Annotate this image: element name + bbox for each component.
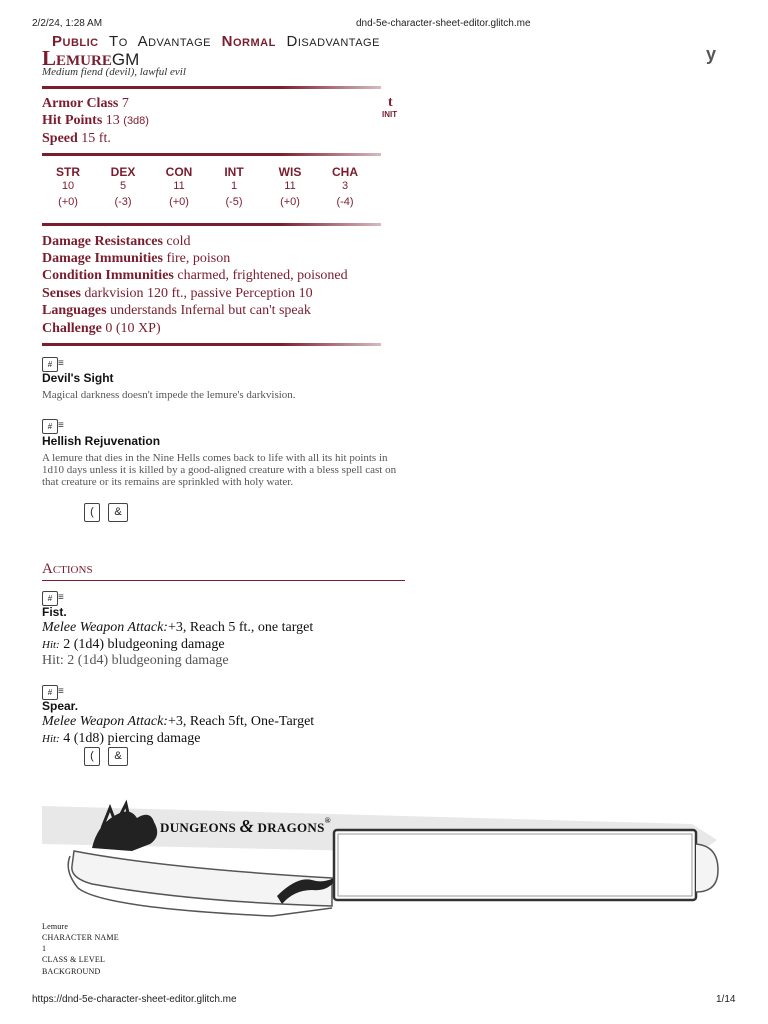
actions-title: Actions	[42, 561, 93, 577]
to-label: To	[109, 33, 128, 50]
feature-text[interactable]: A lemure that dies in the Nine Hells comes back to life with all its hit points in 1d10 days unless it is killed by a good-aligned creature with a bless spell cast on that creature or its remains are sprinkled with holy water.	[42, 452, 397, 488]
speed-row	[42, 130, 111, 147]
initiative-label[interactable]: INIT	[382, 110, 398, 119]
condition-immunities-row	[42, 267, 348, 284]
ability-name: INT	[224, 165, 244, 179]
print-page-number: 1/14	[716, 994, 736, 1005]
ability-score[interactable]: 10	[61, 180, 75, 192]
ability-modifier[interactable]: (+0)	[58, 196, 78, 208]
feature-name[interactable]: Devil's Sight	[42, 371, 114, 385]
divider	[42, 343, 381, 346]
senses-value[interactable]: darkvision 120 ft., passive Perception 10	[84, 286, 313, 301]
divider	[42, 86, 381, 89]
hit-dice[interactable]: (3d8)	[123, 115, 149, 127]
hit-points-label: Hit Points	[42, 113, 103, 128]
senses-row	[42, 285, 313, 302]
action-attack	[42, 713, 314, 730]
divider	[42, 223, 381, 226]
challenge-row	[42, 320, 161, 337]
attack-text[interactable]: +3, Reach 5 ft., one target	[167, 620, 314, 635]
drag-handle-icon[interactable]: ≡	[58, 358, 64, 369]
divider	[42, 153, 381, 156]
action-attack	[42, 619, 313, 636]
hash-icon[interactable]: #	[42, 685, 58, 700]
action-hit	[42, 730, 200, 748]
hash-icon[interactable]: #	[42, 357, 58, 372]
damage-resistances-value[interactable]: cold	[166, 234, 191, 249]
class-level-label: CLASS & LEVEL	[42, 955, 106, 964]
drag-handle-icon[interactable]: ≡	[58, 420, 64, 431]
speed-label: Speed	[42, 131, 78, 146]
ability-score[interactable]: 1	[230, 180, 238, 192]
feature-name[interactable]: Hellish Rejuvenation	[42, 434, 161, 448]
ability-str[interactable]	[43, 165, 93, 208]
logo-text-left: DUNGEONS	[160, 820, 237, 835]
gm-label[interactable]: GM	[111, 50, 140, 69]
character-name-value[interactable]: Lemure	[42, 922, 69, 931]
amp-button[interactable]: &	[108, 503, 128, 522]
background-label: BACKGROUND	[42, 967, 101, 976]
damage-immunities-row	[42, 250, 230, 267]
drag-handle-icon[interactable]: ≡	[58, 592, 64, 603]
ability-name: STR	[56, 165, 80, 179]
ability-modifier[interactable]: (-5)	[225, 196, 243, 208]
normal-option[interactable]: Normal	[221, 33, 276, 50]
disadvantage-option[interactable]: Disadvantage	[286, 33, 380, 50]
monster-name[interactable]: Lemure	[42, 46, 112, 70]
condition-immunities-label: Condition Immunities	[42, 268, 174, 283]
challenge-label: Challenge	[42, 321, 102, 336]
action-hit-plain[interactable]: Hit: 2 (1d4) bludgeoning damage	[42, 653, 229, 668]
ability-con[interactable]	[154, 165, 204, 208]
character-name-label: CHARACTER NAME	[42, 933, 119, 942]
hit-text[interactable]: 4 (1d8) piercing damage	[63, 731, 201, 746]
condition-immunities-value[interactable]: charmed, frightened, poisoned	[177, 268, 348, 283]
hit-points-row	[42, 112, 149, 130]
hash-icon[interactable]: #	[42, 591, 58, 606]
ability-dex[interactable]	[98, 165, 148, 208]
ability-name: DEX	[110, 165, 136, 179]
challenge-value[interactable]: 0 (10 XP)	[105, 321, 161, 336]
ability-name: CHA	[332, 165, 358, 179]
advantage-option[interactable]: Advantage	[137, 33, 211, 50]
banner-graphic	[42, 796, 732, 921]
menu-glyph-icon[interactable]: y	[706, 44, 717, 64]
armor-class-label: Armor Class	[42, 96, 119, 111]
damage-resistances-row	[42, 233, 191, 250]
attack-label: Melee Weapon Attack:	[42, 620, 168, 635]
visibility-toggle[interactable]: Public	[52, 33, 99, 50]
damage-immunities-value[interactable]: fire, poison	[166, 251, 231, 266]
hit-label: Hit:	[42, 639, 60, 651]
action-name[interactable]: Fist.	[42, 605, 67, 619]
hit-text[interactable]: 2 (1d4) bludgeoning damage	[63, 637, 225, 652]
ability-modifier[interactable]: (+0)	[169, 196, 189, 208]
dnd-logo	[160, 816, 331, 837]
amp-button[interactable]: &	[108, 747, 128, 766]
languages-row	[42, 302, 311, 319]
ability-score[interactable]: 11	[173, 180, 185, 192]
ability-modifier[interactable]: (+0)	[280, 196, 300, 208]
attack-text[interactable]: +3, Reach 5ft, One-Target	[167, 714, 315, 729]
initiative-icon[interactable]: t	[388, 95, 393, 110]
logo-registered: ®	[324, 816, 331, 825]
logo-ampersand: &	[239, 816, 254, 836]
print-url: https://dnd-5e-character-sheet-editor.glitch.me	[32, 994, 237, 1005]
feature-text[interactable]: Magical darkness doesn't impede the lemure's darkvision.	[42, 389, 296, 401]
armor-class-value[interactable]: 7	[121, 96, 129, 111]
monster-type: Medium fiend (devil), lawful evil	[42, 66, 186, 78]
senses-label: Senses	[42, 286, 81, 301]
ability-modifier[interactable]: (-4)	[336, 196, 354, 208]
print-datetime: 2/2/24, 1:28 AM	[32, 18, 103, 29]
ability-wis[interactable]	[265, 165, 315, 208]
hit-label: Hit:	[42, 733, 60, 745]
attack-label: Melee Weapon Attack:	[42, 714, 168, 729]
class-level-value[interactable]: 1	[42, 944, 47, 953]
ability-name: WIS	[278, 165, 302, 179]
armor-class-row	[42, 95, 129, 112]
ability-score[interactable]: 11	[284, 180, 296, 192]
print-site-title: dnd-5e-character-sheet-editor.glitch.me	[356, 18, 531, 29]
languages-value[interactable]: understands Infernal but can't speak	[110, 303, 311, 318]
paren-button[interactable]: (	[84, 503, 100, 522]
hash-icon[interactable]: #	[42, 419, 58, 434]
actions-divider	[42, 580, 405, 581]
ability-modifier[interactable]: (-3)	[114, 196, 132, 208]
character-sheet-banner	[42, 796, 732, 921]
ability-score[interactable]: 3	[341, 180, 349, 192]
action-name[interactable]: Spear.	[42, 699, 79, 713]
logo-text-right: DRAGONS	[257, 820, 325, 835]
damage-resistances-label: Damage Resistances	[42, 234, 163, 249]
languages-label: Languages	[42, 303, 107, 318]
ability-score[interactable]: 5	[119, 180, 127, 192]
hit-points-value[interactable]: 13	[105, 113, 120, 128]
speed-value[interactable]: 15 ft.	[81, 131, 111, 146]
ability-int[interactable]	[209, 165, 259, 208]
drag-handle-icon[interactable]: ≡	[58, 686, 64, 697]
ability-name: CON	[165, 165, 193, 179]
damage-immunities-label: Damage Immunities	[42, 251, 163, 266]
ability-cha[interactable]	[320, 165, 370, 208]
paren-button[interactable]: (	[84, 747, 100, 766]
